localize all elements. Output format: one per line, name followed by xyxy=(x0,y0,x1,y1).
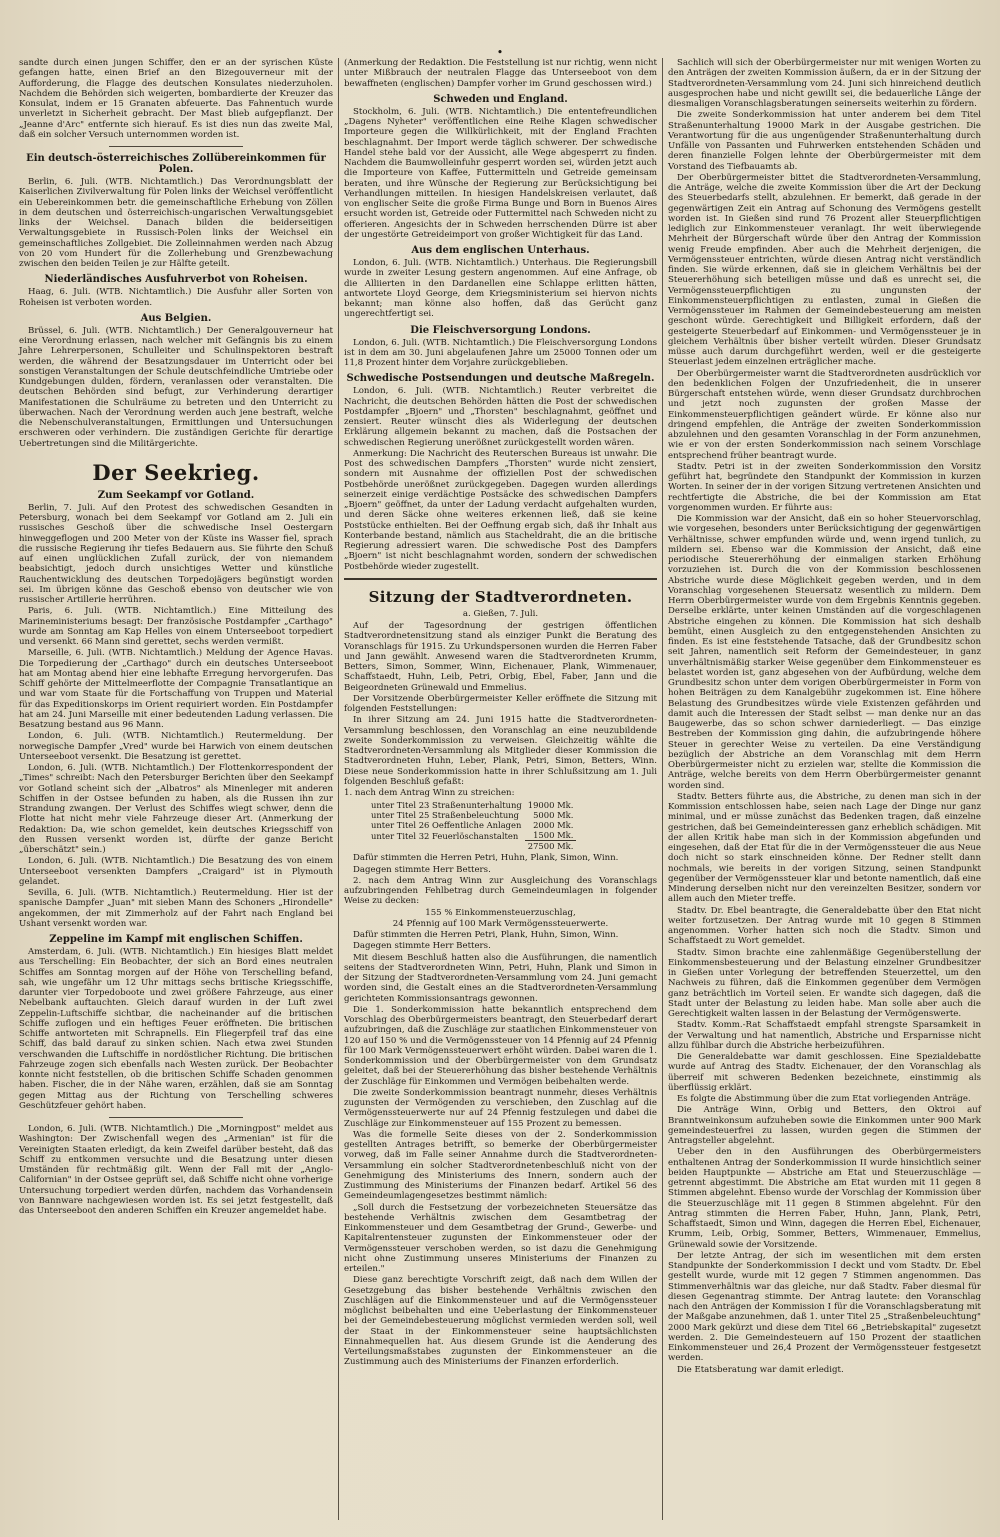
sitzung-paragraph: Die 1. Sonderkommission hatte bekanntlich entsprechend dem Vorschlag des Oberbürgermeisters beantragt, den Steuerbedarf derart aufzubringen, daß die Zuschläge zur staatlichen Einkommensteuer von 120 auf 150 % und die Vermögenssteuer von 14 Pfennig auf 24 Pfennig für 100 Mark Vermögenssteuerwert erhöht würden. Dabei waren die 1. Sonderkommission und der Oberbürgermeister von dem Grundsatz geleitet, daß bei der Steuererhöhung das bisher bestehende Verhältnis der Zuschläge für Einkommen und Vermögen beibehalten werde. xyxy=(344,1004,657,1087)
headline-post: Schwedische Postsendungen und deutsche Maßregeln. xyxy=(346,373,655,385)
headline-niederlande: Niederländisches Ausfuhrverbot von Roheisen. xyxy=(44,274,308,286)
column-1 xyxy=(14,58,338,1520)
sitzung-paragraph: Es folgte die Abstimmung über die zum Etat vorliegenden Anträge. xyxy=(677,1094,971,1104)
article-gotland: Berlin, 7. Juli. Auf den Protest des schwedischen Gesandten in Petersburg, wonach bei dem Seekampf vor Gotland am 2. Juli ein russisches Geschoß über die schwedische Insel Oestergarn hinweggeflogen und 200 Meter von der Küste ins Wasser fiel, sprach die russische Regierung ihr tiefes Bedauern aus. Sie führte den Schuß auf einen unglücklichen Zufall zurück, der von niemandem beabsichtigt, jedoch durch unsichtiges Wetter und künstliche Rauchentwicklung des deutschen Torpedojägers begünstigt worden sei. Im übrigen könne das Geschoß ebenso von deutscher wie von russischer Artillerie herrühren. xyxy=(19,502,333,605)
sitzung-paragraph: „Soll durch die Festsetzung der vorbezeichneten Steuersätze das bestehende Verhältnis zwischen dem Gesamtbetrag der Einkommensteuer und dem Gesamtbetrag der Grund-, Gewerbe- und Kapitalrentensteuer zugunsten der Einkommensteuer oder der Vermögenssteuer verschoben werden, so ist dazu die Genehmigung nicht ohne Zustimmung unseres Ministeriums der Finanzen zu erteilen." xyxy=(344,1202,657,1274)
divider xyxy=(109,146,243,147)
article-paris: Paris, 6. Juli. (WTB. Nichtamtlich.) Eine Mitteilung des Marineministeriums besagt: Der französische Postdampfer „Carthago" wurde am Sonntag am Kap Helles von einem Unterseeboot torpediert und versenkt. 66 Mann sind gerettet, sechs werden vermißt. xyxy=(19,606,333,647)
page-marker: • xyxy=(496,46,504,59)
article-post: London, 6. Juli. (WTB. Nichtamtlich.) Reuter verbreitet die Nachricht, die deutschen Behörden hätten die Post der schwedischen Postdampfer „Bjoern" und „Thorsten" beschlagnahmt, geöffnet und zensiert. Reuter wünscht dies als Widerlegung der deutschen Erklärung allgemein bekannt zu machen, daß die Postsachen der schwedischen Regierung unerößnet zurückgestellt worden wären. xyxy=(344,386,657,448)
sitzung-paragraph: 155 % Einkommensteuerzuschlag, xyxy=(425,907,576,918)
sitzung-paragraph: Die Kommission war der Ansicht, daß ein so hoher Steuervorschlag, wie vorgesehen, besonders unter Berücksichtigung der gegenwärtigen Verhältnisse, schwer empfunden würde und, wenn irgend tunlich, zu mildern sei. Ebenso war die Kommission der Ansicht, daß eine periodische Steuererhöhung der einmaligen starken Erhöhung vorzuziehen ist. Durch die von der Kommission beschlossenen Abstriche wurde diese Möglichkeit gegeben werden, und in dem Voranschlag vorgesehenen Steuersatz wesentlich zu mildern. Dem Herrn Oberbürgermeister wurde von dem Ergebnis Kenntnis gegeben. Derselbe erklärte, unter keinen Umständen auf die vorgeschlagenen Abstriche eingehen zu können. Die Kommission hat sich deshalb bemüht, einen Ausgleich zu den entgegenstehenden Ansichten zu finden. Es ist eine feststehende Tatsache, daß der Grundbesitz schon seit Jahren, namentlich seit Reform der Gemeindesteuer, in ganz unverhältnismäßig starker Weise gegenüber dem Einkommensteuer es belastet worden ist, ganz abgesehen von der Aufbürdung, welche dem Grundbesitz schon unter dem vorigen Oberbürgermeister in Form von hohen Beiträgen zu dem Kanalgebühr zugekommen ist. Eine höhere Belastung des Grundbesitzes würde viele Existenzen gefährden und damit auch die Interessen der Stadt selbst — man denke nur an das Baugewerbe, das so schon schwer darniederliegt. — Das einzige Bestreben der Kommission ging dahin, die aufzubringende höhere Steuer in gerechter Weise zu verteilen. Da eine Verständigung bezüglich der Abstriche an dem Voranschlag mit dem Herrn Oberbürgermeister nicht zu erzielen war, stellte die Kommission die Anträge, welche bereits von dem Herrn Oberbürgermeister genannt worden sind. xyxy=(668,514,981,791)
sitzung-paragraph: Die Generaldebatte war damit geschlossen. Eine Spezialdebatte wurde auf Antrag des Stadtv. Eichenauer, der den Voranschlag als überreif mit schweren Bedenken bezeichnete, einstimmig als überflüssig erklärt. xyxy=(668,1052,981,1093)
sitzung-paragraph: Der Oberbürgermeister warnt die Stadtverordneten ausdrücklich vor den bedenklichen Folgen der Unzufriedenheit, die in unserer Bürgerschaft entstehen würde, wenn dieser Grundsatz durchbrochen und jetzt noch zugunsten der großen Masse der Einkommensteuerpflichtigen geändert würde. Er könne also nur dringend empfehlen, die Anträge der zweiten Sonderkommission abzulehnen und den gesamten Voranschlag in der Form anzunehmen, wie er von der ersten Sonderkommission nach seinem Vorschlage entsprechend früher beantragt wurde. xyxy=(668,368,981,461)
sitzung-paragraph: Dagegen stimmte Herr Betters. xyxy=(353,864,491,875)
section-title-seekrieg: Der Seekrieg. xyxy=(92,459,260,485)
article-consulate-bombardment: sandte durch einen jungen Schiffer, den er an der syrischen Küste gefangen hatte, einen Brief an den Bizegouverneur mit der Aufforderung, die Flagge des deutschen Konsulates niederzuholen. Nachdem die Behörden sich weigerten, bombardierte der Kreuzer das Konsulat, indem er 15 Granaten abfeuerte. Das Fahnentuch wurde unverletzt in Sicherheit gebracht. Der Mast blieb aufgepflanzt. Der „Jeanne d'Arc" entfernte sich hierauf. Es ist dies nun das zweite Mal, daß ein solcher Versuch unternommen worden ist. xyxy=(19,58,333,140)
sitzung-paragraph: Diese ganz berechtigte Vorschrift zeigt, daß nach dem Willen der Gesetzgebung das bisher bestehende Verhältnis zwischen den Zuschlägen auf die Einkommensteuer und auf die Vermögenssteuer möglichst beibehalten und eine Ueberlastung der Einkommensteuer bei der Gemeindebesteuerung möglichst vermieden werden soll, weil der Staat in der Einkommensteuer seine hauptsächlichsten Einnahmequellen hat. Aus diesem Grunde ist die Aenderung des Verteilungsmaßstabes zugunsten der Einkommensteuer an die Zustimmung auch des Ministeriums der Finanzen erforderlich. xyxy=(344,1275,657,1368)
headline-schweden: Schweden und England. xyxy=(433,93,568,105)
sitzung-paragraph: 24 Pfennig auf 100 Mark Vermögenssteuerwerte. xyxy=(392,918,609,929)
budget-label: unter Titel 25 Straßenbeleuchtung xyxy=(371,810,520,821)
article-niederlande: Haag, 6. Juli. (WTB. Nichtamtlich.) Die Ausfuhr aller Sorten von Roheisen ist verboten worden. xyxy=(19,287,333,308)
budget-amount: 1500 Mk. xyxy=(533,830,574,841)
sitzung-paragraph: Stadtv. Simon brachte eine zahlenmäßige Gegenüberstellung der Einkommensbesteuerung und der Belastung einzelner Grundbesitzer in Gießen unter Vorlegung der betreffenden Steuerzettel, um den Nachweis zu führen, daß die Einkommen gegenüber dem Vermögen ganz beträchtlich im Vorteil seien. Er wandte sich dagegen, daß die Stadt unter der Belastung zu leiden habe. Man solle aber auch die Gerechtigkeit walten lassen in der Belastung der Vermögenswerte. xyxy=(668,947,981,1019)
sitzung-paragraph: Dafür stimmten die Herren Petri, Plank, Huhn, Simon, Winn. xyxy=(353,930,619,940)
table-row xyxy=(368,820,576,830)
budget-label: unter Titel 23 Straßenunterhaltung xyxy=(371,800,522,811)
sitzung-paragraph: Die Anträge Winn, Orbig und Betters, den Oktroi auf Branntweinkonsum aufzuheben sowie die Einkommen unter 900 Mark gemeindesteuerfrei zu lassen, wurden gegen die Stimmen der Antragsteller abgelehnt. xyxy=(668,1105,981,1146)
sitzung-paragraph: Dagegen stimmte Herr Betters. xyxy=(353,941,491,952)
table-row xyxy=(368,830,576,841)
headline-zeppelin: Zeppeline im Kampf mit englischen Schiffen. xyxy=(49,934,303,945)
headline-unterhaus: Aus dem englischen Unterhaus. xyxy=(411,245,590,256)
sitzung-paragraph: Die zweite Sonderkommission beantragt nunmehr, dieses Verhältnis zugunsten der Vermögenden zu verschieben, den Zuschlag auf die Vermögenssteuerwerte nur auf 24 Pfennig festzulegen und dabei die Zuschläge zur Einkommensteuer auf 155 Prozent zu bemessen. xyxy=(344,1087,657,1129)
column-3 xyxy=(662,58,986,1520)
sitzung-paragraph: Die zweite Sonderkommission hat unter anderem bei dem Titel Straßenunterhaltung 19000 Mark in der Ausgabe gestrichen. Die Verantwortung für die aus ungenügender Straßenunterhaltung durch Unfälle von Passanten und Fuhrwerken entstehenden Schäden und deren finanzielle Folgen lehnte der Oberbürgermeister mit dem Vorstand des Tiefbauamts ab. xyxy=(668,110,981,172)
sitzung-paragraph: Stadtv. Betters führte aus, die Abstriche, zu denen man sich in der Kommission entschlossen habe, seien nach Lage der Dinge nur ganz minimal, und er müsse zunächst das Bedenken tragen, daß einzelne gestrichen, daß bei Gemeindeinteressen ganz erheblich schädigen. Mit der allen Kritik habe man sich in der Kommission abgefunden und eingesehen, daß der Etat für die in der Vermögenssteuer die aus Neue doch nicht so stark einschneiden könne. Der Redner stellt dann nochmals, wie bereits in der vorigen Sitzung, seinen Standpunkt gegenüber der Vermögenssteuer klar und betonte namentlich, daß eine Minderung derselben nicht nur den vereinzelten Besitzer, sondern vor allem auch den Mieter treffe. xyxy=(668,791,981,905)
budget-total: 27500 Mk. xyxy=(525,841,577,852)
article-marseille: Marseille, 6. Juli. (WTB. Nichtamtlich.) Meldung der Agence Havas. Die Torpedierung der „Carthago" durch ein deutsches Unterseeboot hat am Montag abend hier eine lebhafte Erregung hervorgerufen. Das Schiff gehörte der Mittelmeerflotte der Compagnie Transatlantique an und war vom Staate für die Fortschaffung von Truppen und Material für das Expeditionskorps im Orient requiriert worden. Ein Postdampfer hat am 24. Juni Marseille mit einer bedeutenden Ladung verlassen. Die Besatzung bestand aus 96 Mann. xyxy=(19,648,333,730)
article-london-craigard: London, 6. Juli. (WTB. Nichtamtlich.) Die Besatzung des von einem Unterseeboot versenkten Dampfers „Craigard" ist in Plymouth gelandet. xyxy=(19,856,333,887)
budget-table xyxy=(368,800,576,851)
budget-amount: 19000 Mk. xyxy=(527,800,574,811)
sitzung-paragraph: Dafür stimmten die Herren Petri, Huhn, Plank, Simon, Winn. xyxy=(353,853,619,864)
article-stockholm: Stockholm, 6. Juli. (WTB. Nichtamtlich.) Die ententefreundlichen „Dagens Nyheter" veröffentlichen eine Reihe Klagen schwedischer Importeure gegen die Willkürlichkeit, mit der England Frachten beschlagnahmt. Der Import werde täglich schwerer. Der schwedische Handel stehe bald vor der Aussicht, alle Wege abgesperrt zu finden. Nachdem die Baumwolleinfuhr gesperrt worden sei, würden jetzt auch die Importeure von Kaffee, Futtermitteln und Getreide gemeinsam beraten, und ihre Wünsche der Regierung zur Berücksichtigung bei Verhandlungen mitteilen. In hiesigen Handelskreisen verlautet, daß von englischer Seite die große Firma Bunge und Born in Buenos Aires ersucht worden ist, Getreide oder Futtermittel nach Schweden nicht zu offerieren. Angesichts der in Schweden herrschenden Dürre ist aber der ungestörte Getreideimport von großer Wichtigkeit für das Land. xyxy=(344,106,657,240)
sitzung-paragraph: Stadtv. Petri ist in der zweiten Sonderkommission den Vorsitz geführt hat, begründete den Standpunkt der Kommission in kurzen Worten. In seiner der in der vorigen Sitzung vertretenen Ansichten und rechtfertigte die Abstriche, die bei der Kommission am Etat vorgenommen wurden. Er führte aus: xyxy=(668,461,981,513)
sitzung-paragraph: Was die formelle Seite dieses von der 2. Sonderkommission gestellten Antrages betrifft, so bemerke der Oberbürgermeister vorweg, daß im Falle seiner Annahme durch die Stadtverordneten-Versammlung ein solcher Stadtverordnetenbeschluß nicht von der Genehmigung des Ministeriums des Innern, sondern auch der Zustimmung des Ministeriums der Finanzen bedarf. Artikel 56 des Gemeindeumlagengesetzes bestimmt nämlich: xyxy=(344,1129,657,1202)
section-divider xyxy=(344,578,657,580)
dateline: a. Gießen, 7. Juli. xyxy=(462,608,539,619)
article-unterhaus: London, 6. Juli. (WTB. Nichtamtlich.) Unterhaus. Die Regierungsbill wurde in zweiter Lesung gestern angenommen. Auf eine Anfrage, ob die Alliierten in den Dardanellen eine Schlappe erlitten hätten, antwortete Lloyd George, dem Kriegsministerium sei hiervon nichts bekannt; man könne also hoffen, daß das Gerücht ganz ungerechtfertigt sei. xyxy=(344,258,657,320)
sitzung-paragraph: 2. nach dem Antrag Winn zur Ausgleichung des Voranschlags aufzubringenden Fehlbetrag durch Gemeindeumlagen in folgender Weise zu decken: xyxy=(344,875,657,907)
sitzung-paragraph: Stadtv. Dr. Ebel beantragte, die Generaldebatte über den Etat nicht weiter fortzusetzen. Der Antrag wurde mit 10 gegen 8 Stimmen angenommen. Vorher hatten sich noch die Stadtv. Simon und Schaffstaedt zu Wort gemeldet. xyxy=(668,905,981,947)
headline-gotland: Zum Seekampf vor Gotland. xyxy=(97,489,255,501)
sitzung-paragraph: Der letzte Antrag, der sich im wesentlichen mit dem ersten Standpunkte der Sonderkommission I deckt und vom Stadtv. Dr. Ebel gestellt wurde, wurde mit 12 gegen 7 Stimmen angenommen. Das Stimmenverhältnis war das gleiche, nur daß Stadtv. Faber diesmal für diesen Gegenantrag stimmte. Der Antrag lautete: den Voranschlag nach den Anträgen der Kommission I für die Voranschlagsberatung mit der Maßgabe anzunehmen, daß 1. unter Titel 25 „Straßenbeleuchtung" 2000 Mark gekürzt und diese dem Titel 66 „Betriebskapital" zugesetzt werden. 2. Die Gemeindesteuern auf 150 Prozent der staatlichen Einkommensteuer und 26,4 Prozent der Vermögenssteuer festgesetzt werden. xyxy=(668,1250,981,1364)
sitzung-paragraph: 1. nach dem Antrag Winn zu streichen: xyxy=(344,788,515,798)
article-belgien: Brüssel, 6. Juli. (WTB. Nichtamtlich.) Der Generalgouverneur hat eine Verordnung erlassen, nach welcher mit Gefängnis bis zu einem Jahre Lehrerpersonen, Schulleiter und Schulinspektoren bestraft werden, die während der Besatzungsdauer im Unterricht oder bei sonstigen Veranstaltungen der Schule deutschfeindliche Umtriebe oder Kundgebungen dulden, fördern, veranlassen oder veranstalten. Die deutschen Behörden sind befugt, zur Verhinderung derartiger Manifestationen die Schulräume zu betreten und den Unterricht zu überwachen. Nach der Verordnung werden auch jene bestraft, welche die Nebenschulveranstaltungen, Ermittlungen und Untersuchungen erschweren oder verhindern. Die zuständigen Gerichte für derartige Uebertretungen sind die Militärgerichte. xyxy=(19,325,333,449)
sitzung-paragraph: Sachlich will sich der Oberbürgermeister nur mit wenigen Worten zu den Anträgen der zweiten Kommission äußern, da er in der Sitzung der Stadtverordneten-Versammlung vom 24. Juni sich hinreichend deutlich ausgesprochen habe und nicht gewillt sei, die bedauerliche Länge der diesmaligen Voranschlagsberatungen seinerseits weiterhin zu fördern. xyxy=(668,58,981,109)
article-fleisch: London, 6. Juli. (WTB. Nichtamtlich.) Die Fleischversorgung Londons ist in dem am 30. Juni abgelaufenen Jahre um 25000 Tonnen oder um 11,8 Prozent hinter dem Vorjahre zurückgeblieben. xyxy=(344,337,657,368)
budget-amount: 5000 Mk. xyxy=(533,810,574,821)
table-row xyxy=(368,800,576,810)
budget-label: unter Titel 32 Feuerlöschanstalten xyxy=(371,830,519,841)
sitzung-paragraph: In ihrer Sitzung am 24. Juni 1915 hatte die Stadtverordneten-Versammlung beschlossen, den Voranschlag an eine neuzubildende zweite Sonderkommission zu verweisen. Gleichzeitig wählte die Stadtverordneten-Versammlung als Mitglieder dieser Kommission die Stadtverordneten Huhn, Leber, Plank, Petri, Simon, Betters, Winn. Diese neue Sonderkommission hatte in ihrer Schlußsitzung am 1. Juli folgenden Beschluß gefaßt: xyxy=(344,715,657,787)
column-container xyxy=(14,58,986,1520)
article-post-note: Anmerkung: Die Nachricht des Reuterschen Bureaus ist unwahr. Die Post des schwedischen Dampfers „Thorsten" wurde nicht zensiert, sondern mit Ausnahme der offiziellen Post der schwedischen Postbehörde unerößnet zurückgegeben. Dagegen wurden allerdings seinerzeit einige verdächtige Postsäcke des schwedischen Dampfers „Bjoern" geöffnet, da unter der Ladung verdacht aufgehalten wurden, und deren Säcke ohne weiteres erkennen ließ, daß sie keine Poststücke enthielten. Bei der Oeffnung ergab sich, daß ihr Inhalt aus Konterbande bestand, nämlich aus Stacheldraht, die an die britische Regierung adressiert waren. Die schwedische Post des Dampfers „Bjoern" ist nicht beschlagnahmt worden, sondern der schwedischen Postbehörde wieder zugestellt. xyxy=(344,448,657,572)
section-title-sitzung: Sitzung der Stadtverordneten. xyxy=(368,587,633,606)
sitzung-paragraph: Der Oberbürgermeister bittet die Stadtverordneten-Versammlung, die Anträge, welche die zweite Kommission über die Art der Deckung des Steuerbedarfs stellt, abzulehnen. Er bemerkt, daß gerade in der gegenwärtigen Zeit ein Antrag auf Schonung des Vermögens gestellt worden ist. In Gießen sind rund 76 Prozent aller Steuerpflichtigen lediglich zur Einkommensteuer veranlagt. Ihr weit überwiegende Mehrheit der Bürgerschaft würde über den Antrag der Kommission wenig Freude empfinden. Aber auch die Mehrheit derjenigen, die Vermögenssteuer entrichten, würde diesen Antrag nicht verständlich finden. Sie würde erkennen, daß sie in gleichem Verhältnis bei der Steuererhöhung sich beteiligen müsse und daß es unrecht sei, die Vermögenssteuerpflichtigen zu ungunsten der Einkommensteuerpflichtigen zu entlasten, zumal in Gießen die Vermögenssteuer im Rahmen der Gemeindebesteuerung am meisten geschont würde. Gerechtigkeit und Billigkeit erfordern, daß der gesteigerte Steuerbedarf auf Einkommen- und Vermögenssteuer je in gleichem Verhältnis über bisher verteilt würden. Dieser Grundsatz müsse auch darum durchgeführt werden, weil er die gesteigerte Steuerlast jedem einzelnen erträglicher mache. xyxy=(668,172,981,368)
article-london-armenian: London, 6. Juli. (WTB. Nichtamtlich.) Die „Morningpost" meldet aus Washington: Der Zwischenfall wegen des „Armenian" ist für die Vereinigten Staaten erledigt, da kein Zweifel darüber besteht, daß das Schiff zu entkommen versuchte und die Besatzung unter diesen Umständen für rechtmäßig gilt. Wenn der Fall mit der „Anglo-Californian" in der Ostsee geprüft sei, daß Schiffe nicht ohne vorherige Untersuchung torpediert werden dürfen, nachdem das Vorhandensein von Bannware nachgewiesen worden ist. Es sei jetzt festgestellt, daß das Unterseeboot den anderen Schiffen ein Kreuzer angemeldet habe. xyxy=(19,1124,333,1216)
table-row-total xyxy=(368,841,576,852)
sitzung-paragraph: Auf der Tagesordnung der gestrigen öffentlichen Stadtverordnetensitzung stand als einziger Punkt die Beratung des Voranschlags für 1915. Zu Urkundspersonen wurden die Herren Faber und Jann gewählt. Anwesend waren die Stadtverordneten Krumm, Betters, Simon, Sommer, Winn, Eichenauer, Plank, Wimmenauer, Schaffstaedt, Huhn, Leib, Petri, Orbig, Ebel, Faber, Jann und die Beigeordneten Grünewald und Emmelius. xyxy=(344,621,657,693)
column-2 xyxy=(338,58,662,1520)
article-zoll: Berlin, 6. Juli. (WTB. Nichtamtlich.) Das Verordnungsblatt der Kaiserlichen Zivilverwaltung für Polen links der Weichsel veröffentlicht ein Uebereinkommen betr. die gemeinschaftliche Erhebung von Zöllen in dem deutschen und österreichisch-ungarischen Verwaltungsgebiet links der Weichsel. Danach bilden die beiderseitigen Verwaltungsgebiete in Russisch-Polen links der Weichsel ein gemeinschaftliches Zollgebiet. Die Zolleinnahmen werden nach Abzug von 20 vom Hundert für die Zollerhebung und Grenzbewachung zwischen den beiden Teilen je zur Hälfte geteilt. xyxy=(19,177,333,269)
editorial-note: (Anmerkung der Redaktion. Die Feststellung ist nur richtig, wenn nicht unter Mißbrauch der neutralen Flagge das Unterseeboot von dem bewaffneten (englischen) Dampfer vorher im Grund geschossen wird.) xyxy=(344,58,657,89)
sitzung-paragraph: Ueber den in den Ausführungen des Oberbürgermeisters enthaltenen Antrag der Sonderkommission II wurde hinsichtlich seiner beiden Hauptpunkte — Abstriche am Etat und Steuerzuschläge — getrennt abgestimmt. Die Abstriche am Etat wurden mit 11 gegen 8 Stimmen abgelehnt. Ebenso wurde der Vorschlag der Kommission über die Steuerzuschläge mit 11 gegen 8 Stimmen abgelehnt. Für den Antrag stimmten die Herren Faber, Huhn, Jann, Plank, Petri, Schaffstaedt, Simon und Winn, dagegen die Herren Ebel, Eichenauer, Krumm, Leib, Orbig, Sommer, Betters, Wimmenauer, Emmelius, Grünewald sowie der Vorsitzende. xyxy=(668,1147,981,1250)
divider xyxy=(109,1117,243,1118)
sitzung-paragraph: Mit diesem Beschluß hatten also die Ausführungen, die namentlich seitens der Stadtverordneten Winn, Petri, Huhn, Plank und Simon in der Sitzung der Stadtverordneten-Versammlung vom 24. Juni gemacht worden sind, die Gestalt eines an die Stadtverordneten-Versammlung gerichteten Kommissionsantrags gewonnen. xyxy=(344,952,657,1004)
budget-label: unter Titel 26 Oeffentliche Anlagen xyxy=(371,820,522,831)
article-london-times: London, 6. Juli. (WTB. Nichtamtlich.) Der Flottenkorrespondent der „Times" schreibt: Nach den Petersburger Berichten über den Seekampf vor Gotland scheint sich der „Albatros" als Minenleger mit anderen Schiffen in der Ostsee befunden zu haben, als die Russen ihn zur Strandung zwangen. Der Verlust des Schiffes wiegt schwer, denn die Flotte hat nicht mehr viele Fahrzeuge dieser Art. (Anmerkung der Redaktion: Da, wie schon gemeldet, kein deutsches Kriegsschiff von den Russen versenkt worden ist, dürfte der ganze Bericht „überschätzt" sein.) xyxy=(19,763,333,855)
headline-fleisch: Die Fleischversorgung Londons. xyxy=(410,324,591,336)
sitzung-paragraph: Der Vorsitzende Oberbürgermeister Keller eröffnete die Sitzung mit folgenden Feststellungen: xyxy=(344,693,657,714)
headline-zoll: Ein deutsch-österreichisches Zollübereinkommen für Polen. xyxy=(26,153,326,175)
sitzung-paragraph: Stadtv. Komm.-Rat Schaffstaedt empfahl strengste Sparsamkeit in der Verwaltung und hat namentlich, Abstriche und Ersparnisse nicht allzu fühlbar durch die Abstriche herbeizuführen. xyxy=(668,1020,981,1051)
sitzung-paragraph: Die Etatsberatung war damit erledigt. xyxy=(677,1364,844,1375)
budget-amount: 2000 Mk. xyxy=(533,820,574,831)
table-row xyxy=(368,810,576,820)
headline-belgien: Aus Belgien. xyxy=(140,312,212,324)
article-zeppelin: Amsterdam, 6. Juli. (WTB. Nichtamtlich.) Ein hiesiges Blatt meldet aus Terschelling: Ein Beobachter, der sich an Bord eines neutralen Schiffes am Sonntag morgen auf der Höhe von Terschelling befand, sah, wie ungefähr um 12 Uhr mittags sechs britische Kriegsschiffe, darunter vier Torpedoboote und zwei größere Fahrzeuge, aus einer Nebelbank auftauchten. Gleich darauf wurden in der Luft zwei Zeppelin-Luftschiffe sichtbar, die nacheinander auf die britischen Schiffe zuflogen und ein heftiges Feuer eröffneten. Die britischen Schiffe antworteten mit Schrapnells. Ein Fliegerpfeil traf das eine Schiff, das bald darauf zu sinken schien. Nach etwa zwei Stunden verschwanden die Luftschiffe in nordöstlicher Richtung. Die britischen Fahrzeuge zogen sich ebenfalls nach Westen zurück. Der Beobachter konnte nicht feststellen, ob die britischen Schiffe Schaden genommen haben. Fischer, die in der Nähe waren, erzählen, daß sie am Sonntag gegen Mittag aus der Richtung von Terschelling schweres Geschützfeuer gehört haben. xyxy=(19,947,333,1111)
article-london-vred: London, 6. Juli. (WTB. Nichtamtlich.) Reutermeldung. Der norwegische Dampfer „Vred" wurde bei Harwich von einem deutschen Unterseeboot versenkt. Die Besatzung ist gerettet. xyxy=(19,731,333,762)
article-sevilla: Sevilla, 6. Juli. (WTB. Nichtamtlich.) Reutermeldung. Hier ist der spanische Dampfer „Juan" mit sieben Mann des Schoners „Hirondelle" angekommen, der mit Zimmerholz auf der Fahrt nach England bei Ushant versenkt worden war. xyxy=(19,888,333,929)
